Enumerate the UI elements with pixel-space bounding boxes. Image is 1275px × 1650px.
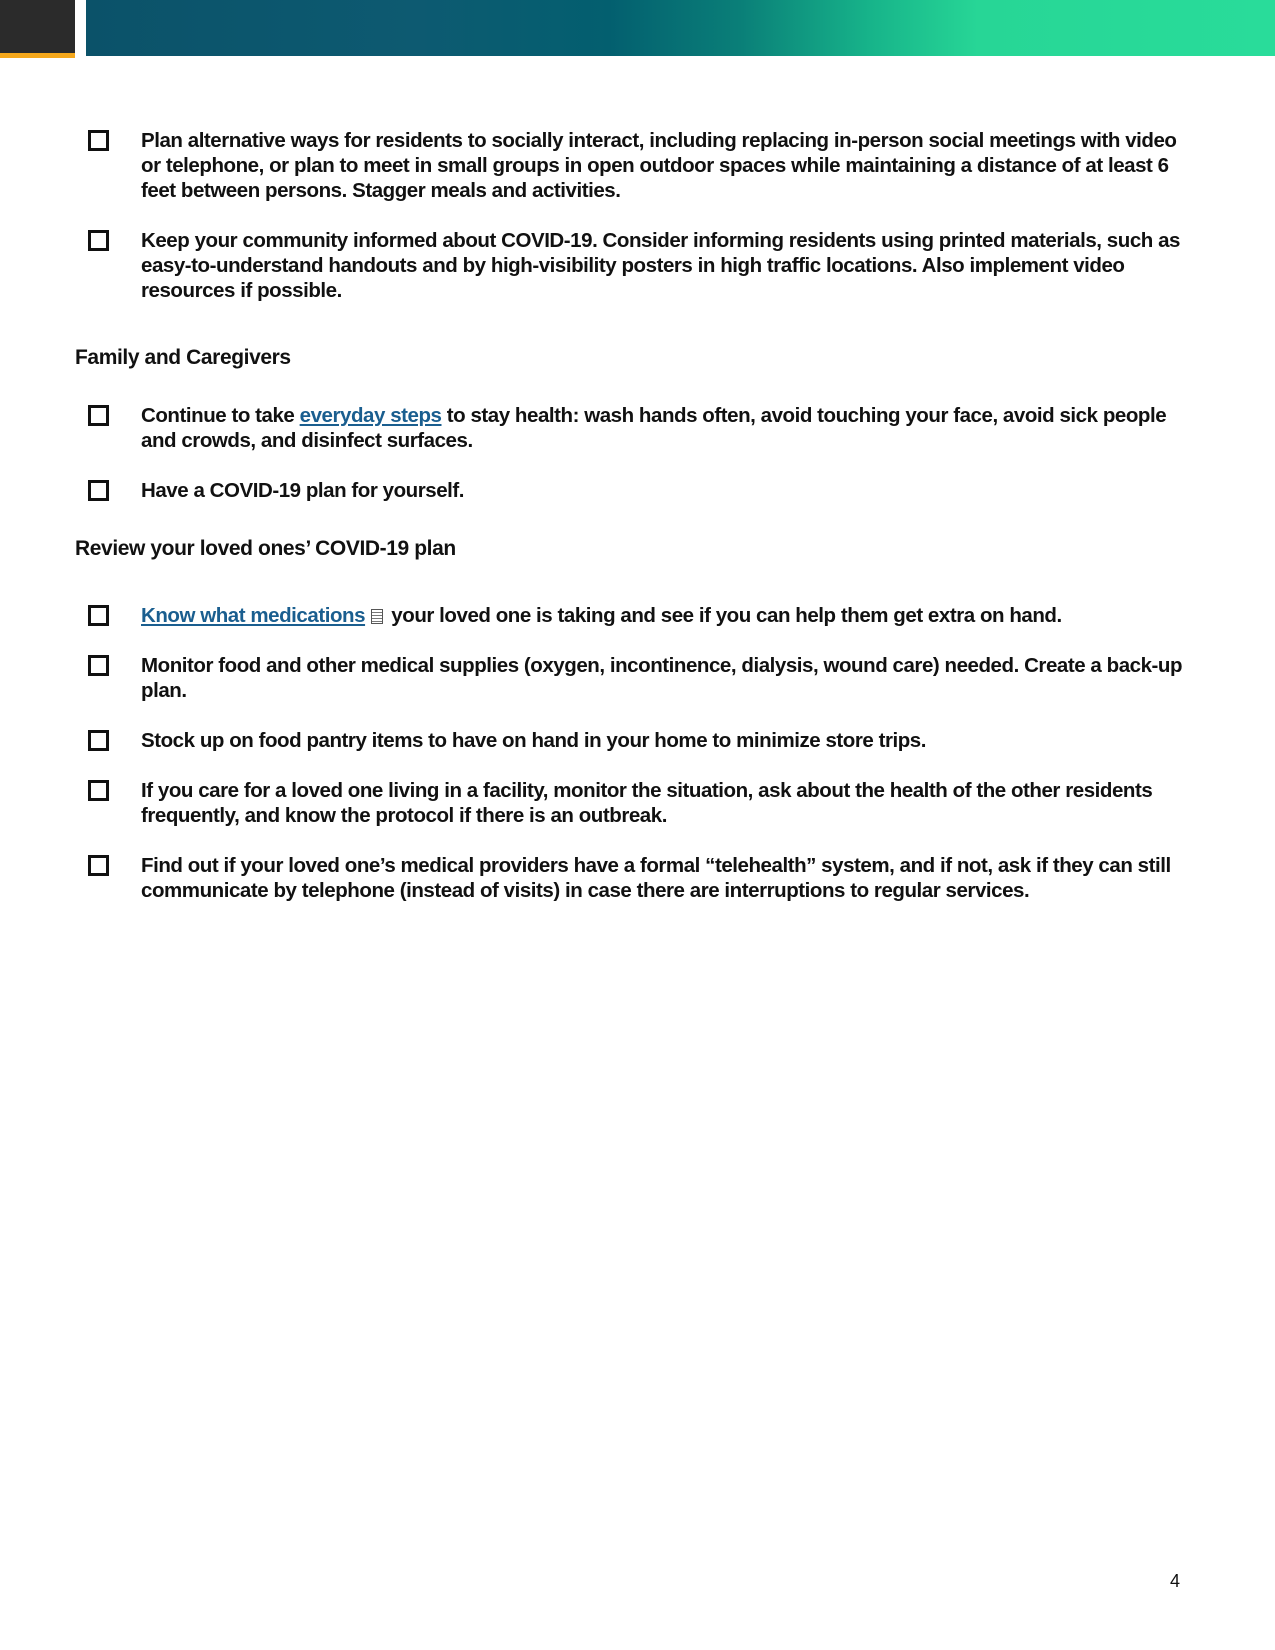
checkbox[interactable] [88, 480, 109, 501]
header-accent-bar [0, 53, 75, 58]
item-text [141, 403, 1191, 453]
item-text: Find out if your loved one’s medical providers have a formal “telehealth” system, and if not, ask if they can still communicate by telephone (instead of visits) in case there are interruptions to regular services. [141, 854, 1171, 902]
everyday-steps-link[interactable]: everyday steps [299, 404, 442, 427]
checkbox[interactable] [88, 655, 109, 676]
header-gradient-band [86, 0, 1275, 56]
checkbox[interactable] [88, 855, 109, 876]
checkbox[interactable] [88, 230, 109, 251]
item-text: If you care for a loved one living in a facility, monitor the situation, ask about the health of the other residents frequently, and know the protocol if there is an outbreak. [141, 779, 1153, 827]
know-medications-link[interactable]: Know what medications [141, 604, 366, 627]
item-text-pre: Continue to take [141, 404, 300, 427]
checkbox[interactable] [88, 780, 109, 801]
item-text: Have a COVID-19 plan for yourself. [141, 479, 465, 502]
item-text-post: your loved one is taking and see if you can help them get extra on hand. [386, 604, 1062, 627]
checkbox[interactable] [88, 730, 109, 751]
document-icon[interactable] [371, 609, 383, 624]
item-text: Stock up on food pantry items to have on hand in your home to minimize store trips. [141, 729, 927, 752]
checkbox[interactable] [88, 405, 109, 426]
item-text: Keep your community informed about COVID-19. Consider informing residents using printed materials, such as easy-to-understand handouts and by high-visibility posters in high traffic locations. Also implement video resources if possible. [141, 229, 1180, 302]
item-text-post: to stay health: wash hands often, avoid touching your face, avoid sick people and crowds, and disinfect surfaces. [141, 404, 1167, 452]
header-dark-block [0, 0, 75, 53]
checkbox[interactable] [88, 130, 109, 151]
section-heading-review: Review your loved ones’ COVID-19 plan [75, 537, 456, 560]
item-text: Plan alternative ways for residents to socially interact, including replacing in-person social meetings with video or telephone, or plan to meet in small groups in open outdoor spaces while maintaining a distance of at least 6 feet between persons. Stagger meals and activities. [141, 129, 1177, 202]
section-heading-family: Family and Caregivers [75, 346, 291, 369]
checkbox[interactable] [88, 605, 109, 626]
page-number: 4 [1169, 1571, 1180, 1591]
item-text [141, 603, 1191, 628]
item-text: Monitor food and other medical supplies (oxygen, incontinence, dialysis, wound care) needed. Create a back-up plan. [141, 654, 1183, 702]
